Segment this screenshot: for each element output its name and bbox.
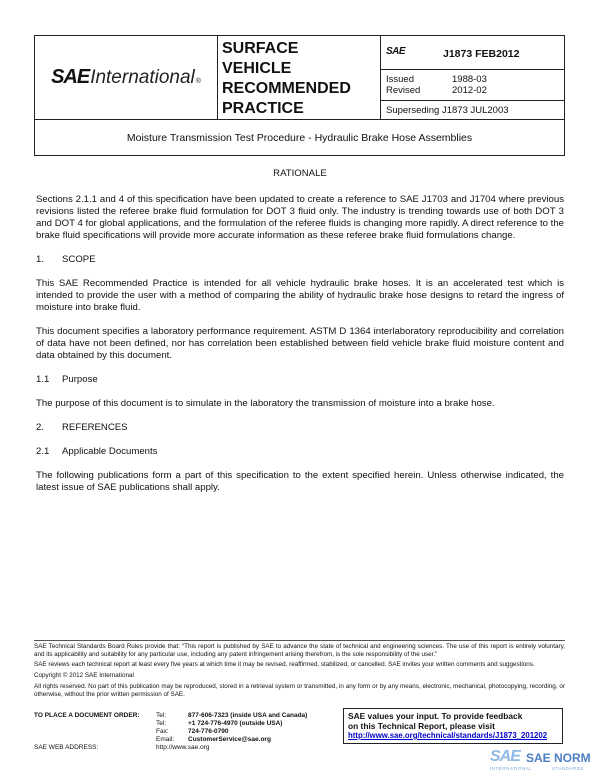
revised-label: Revised [386,85,421,96]
logo-registered-mark: ® [195,78,201,85]
feedback-line-1: SAE values your input. To provide feedback [348,711,523,721]
issued-label: Issued [386,74,414,85]
fax-label: Fax: [156,728,169,735]
web-address-value[interactable]: http://www.sae.org [156,744,210,751]
section-number: 2.1 [36,446,50,457]
rationale-heading: RATIONALE [273,168,327,179]
revised-value: 2012-02 [452,85,487,96]
document-number: J1873 FEB2012 [443,48,520,60]
email-value[interactable]: CustomerService@sae.org [188,736,271,743]
doc-type-line: SURFACE [222,40,299,57]
section-number: 1. [36,254,45,265]
section-number: 1.1 [36,374,50,385]
section-heading-applicable-documents [36,446,564,458]
doc-type-line: VEHICLE [222,60,292,77]
feedback-line-2: on this Technical Report, please visit [348,721,495,731]
logo-sae-text: SAE [51,66,90,88]
footer-legal [34,643,565,701]
document-type-cell [218,36,381,119]
watermark-name: SAE NORM [526,751,591,765]
section-title: Purpose [62,374,98,385]
tel-label: Tel: [156,720,167,727]
feedback-box [343,708,563,744]
section-title: Applicable Documents [62,446,158,457]
document-title: Moisture Transmission Test Procedure - Hydraulic Brake Hose Assemblies [34,120,565,156]
doc-type-line: RECOMMENDED [222,80,351,97]
tel-outside-value: +1 724-776-4970 (outside USA) [188,720,283,727]
section-number: 2. [36,422,45,433]
logo-international-text: International [90,67,195,88]
rationale-text: Sections 2.1.1 and 4 of this specification have been updated to create a reference to SAE J1703 and J1704 where previous revisions listed the referee brake fluid formulation for DOT 3 fluid only. The industry is trending towards use of both DOT 3 and DOT 4 for global applications, and the formulation of the referee fluids is changing more rapidly. A direct reference to the brake fluid specifications will provide more accurate information as these referee brake fluid formulations change. [36,194,564,241]
purpose-paragraph: The purpose of this document is to simulate in the laboratory the transmission of moisture into a brake hose. [36,398,495,409]
footer-copyright: Copyright © 2012 SAE International [34,672,134,680]
scope-paragraph-1: This SAE Recommended Practice is intended for all vehicle hydraulic brake hoses. It is an accelerated test which is intended to provide the user with a method of comparing the ability of hydraulic brake hose designs to retard the ingress of moisture into brake fluid. [36,278,564,313]
footer-rights-text: All rights reserved. No part of this publication may be reproduced, stored in a retrieval system or transmitted, in any form or by any means, electronic, mechanical, photocopying, recording, or otherwise, without the prior written permission of SAE. [34,682,565,698]
footer-rules-text: SAE Technical Standards Board Rules provide that: “This report is published by SAE to advance the state of technical and engineering sciences. The use of this report is entirely voluntary, and its applicability and suitability for any particular use, including any patent infringement arising therefrom, is the sole responsibility of the user.” [34,643,565,658]
applicable-paragraph: The following publications form a part of this specification to the extent specified herein. Unless otherwise indicated, the latest issue of SAE publications shall apply. [36,470,564,493]
order-label: TO PLACE A DOCUMENT ORDER: [34,712,140,719]
document-id-row [381,36,564,70]
logo-cell [35,36,218,119]
section-heading-purpose [36,374,564,386]
document-id-cell [381,36,564,119]
document-dates [386,74,487,96]
footer-divider [34,640,565,641]
section-title: SCOPE [62,254,96,265]
issued-value: 1988-03 [452,74,487,85]
watermark-left: INTERNATIONAL [490,766,533,771]
section-heading-scope [36,254,564,266]
watermark-right: STANDARDS [552,766,584,771]
tel-inside-value: 877-606-7323 (inside USA and Canada) [188,712,308,719]
superseding-note: Superseding J1873 JUL2003 [381,100,564,119]
scope-paragraph-2: This document specifies a laboratory performance requirement. ASTM D 1364 interlaboratory reproducibility and correlation of data have not been defined, nor has correlation been established between field vehicle brake fluid moisture content and data obtained by this document. [36,326,564,361]
section-heading-references [36,422,564,434]
web-address-label: SAE WEB ADDRESS: [34,744,99,751]
document-header [34,35,565,120]
footer-review-text: SAE reviews each technical report at least every five years at which time it may be revised, reaffirmed, stabilized, or cancelled. SAE invites your written comments and suggestions. [34,661,535,669]
doc-type-line: PRACTICE [222,100,304,117]
feedback-link[interactable]: http://www.sae.org/technical/standards/J1873_201202 [348,731,548,740]
tel-label: Tel: [156,712,167,719]
sae-norm-watermark [490,748,600,774]
mini-sae-logo: SAE [386,46,406,57]
email-label: Email: [156,736,175,743]
sae-international-logo [51,66,201,89]
fax-value: 724-776-0790 [188,728,229,735]
document-body [36,168,564,506]
section-title: REFERENCES [62,422,128,433]
watermark-mark: SAE [490,748,520,765]
